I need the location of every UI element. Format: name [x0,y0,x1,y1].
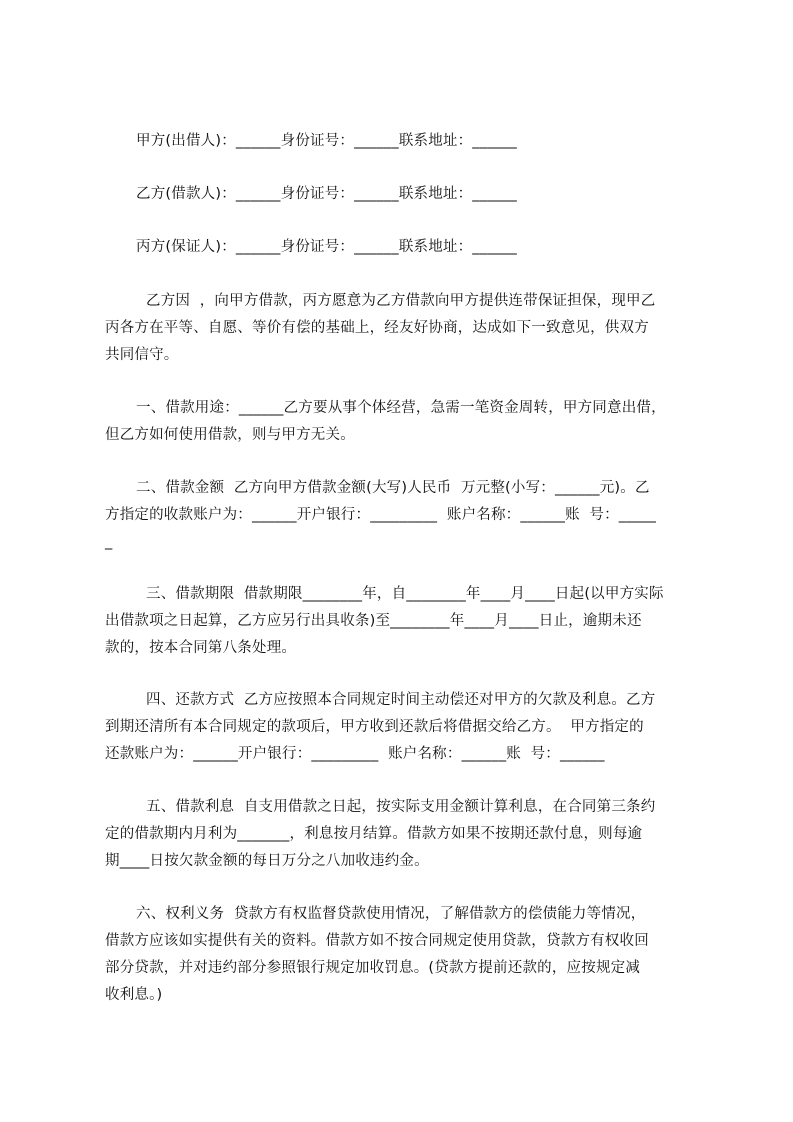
clause-6-line: 六、权利义务 贷款方有权监督贷款使用情况，了解借款方的偿债能力等情况， [136,906,646,922]
clause-5-line: 五、借款利息 自支用借款之日起，按实际支用金额计算利息，在合同第三条约 [146,799,656,815]
clause-4-line: 还款账户为：______开户银行：_________ 账户名称：______账 号：______ [105,746,605,762]
clause-6-line: 部分贷款，并对违约部分参照银行规定加收罚息。(贷款方提前还款的，应按规定减 [105,960,641,976]
clause-3-line: 三、借款期限 借款期限________年，自________年____月____日起(以甲方实际 [146,586,664,602]
preamble-line: 乙方因 ，向甲方借款，丙方愿意为乙方借款向甲方提供连带保证担保，现甲乙 [146,293,656,309]
clause-4-line: 到期还清所有本合同规定的款项后，甲方收到还款后将借据交给乙方。 甲方指定的 [105,719,644,735]
preamble-line: 丙各方在平等、自愿、等价有偿的基础上，经友好协商，达成如下一致意见，供双方 [105,320,649,336]
clause-2-line: _ [105,534,113,550]
preamble-line: 共同信守。 [105,347,179,363]
clause-6-line: 借款方应该如实提供有关的资料。借款方如不按合同规定使用贷款，贷款方有权收回 [105,933,649,949]
clause-6-line: 收利息。) [105,987,163,1003]
clause-1-line: 但乙方如何使用借款，则与甲方无关。 [105,427,355,443]
clause-4-line: 四、还款方式 乙方应按照本合同规定时间主动偿还对甲方的欠款及利息。乙方 [146,692,656,708]
party-borrower-line: 乙方(借款人)：______身份证号：______联系地址：______ [136,186,518,202]
party-lender-line: 甲方(出借人)：______身份证号：______联系地址：______ [136,133,518,149]
party-guarantor-line: 丙方(保证人)：______身份证号：______联系地址：______ [136,239,518,255]
clause-3-line: 款的，按本合同第八条处理。 [105,640,297,656]
clause-1-line: 一、借款用途：______乙方要从事个体经营，急需一笔资金周转，甲方同意出借， [136,400,666,416]
clause-2-line: 方指定的收款账户为：______开户银行：_________ 账户名称：______账 号：_____ [105,507,657,523]
clause-3-line: 出借款项之日起算，乙方应另行出具收条)至________年____月____日止，逾期未还 [105,613,642,629]
clause-2-line: 二、借款金额 乙方向甲方借款金额(大写)人民币 万元整(小写：______元)。乙 [136,480,650,496]
clause-5-line: 期____日按欠款金额的每日万分之八加收违约金。 [105,853,429,869]
clause-5-line: 定的借款期内月利为_______，利息按月结算。借款方如果不按期还款付息，则每逾 [105,826,643,842]
